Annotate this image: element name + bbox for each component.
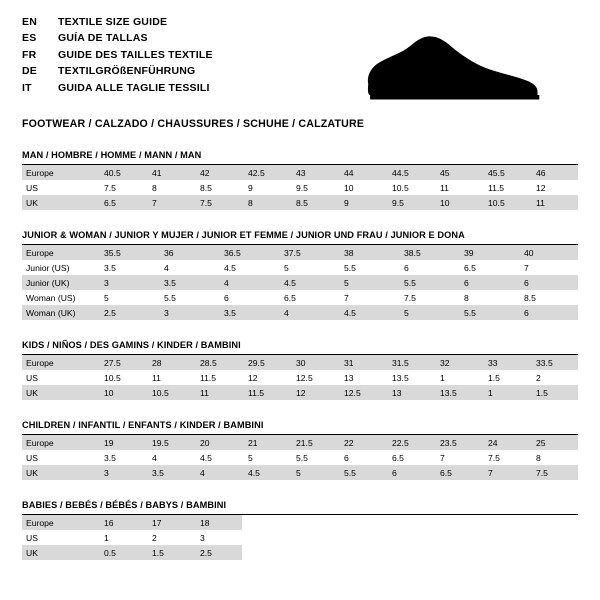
cell: 11 xyxy=(194,385,242,400)
cell xyxy=(434,515,482,530)
cell: 3.5 xyxy=(158,275,218,290)
cell: 3.5 xyxy=(98,260,158,275)
cell: 13.5 xyxy=(434,385,482,400)
cell: 5.5 xyxy=(290,450,338,465)
row-label: Europe xyxy=(22,245,98,260)
cell: 5 xyxy=(338,275,398,290)
table-row xyxy=(22,180,578,195)
cell: 13.5 xyxy=(386,370,434,385)
cell: 45.5 xyxy=(482,165,530,180)
cell: 7.5 xyxy=(482,450,530,465)
cell xyxy=(290,530,338,545)
cell: 6.5 xyxy=(386,450,434,465)
table-row xyxy=(22,435,578,450)
cell: 1.5 xyxy=(530,385,578,400)
cell: 41 xyxy=(146,165,194,180)
cell: 21 xyxy=(242,435,290,450)
cell: 4.5 xyxy=(278,275,338,290)
cell: 7 xyxy=(482,465,530,480)
cell: 10.5 xyxy=(482,195,530,210)
table-row xyxy=(22,290,578,305)
cell: 3 xyxy=(98,275,158,290)
row-label: Junior (UK) xyxy=(22,275,98,290)
language-row xyxy=(22,14,213,30)
language-code: EN xyxy=(22,16,37,28)
cell: 11.5 xyxy=(194,370,242,385)
cell: 6 xyxy=(518,305,578,320)
cell: 8 xyxy=(146,180,194,195)
size-group-junior-woman xyxy=(22,230,578,320)
cell: 3.5 xyxy=(98,450,146,465)
table-row xyxy=(22,530,578,545)
row-label: UK xyxy=(22,195,98,210)
cell: 9 xyxy=(242,180,290,195)
cell: 8.5 xyxy=(290,195,338,210)
cell: 4 xyxy=(194,465,242,480)
cell: 7.5 xyxy=(530,465,578,480)
cell: 1.5 xyxy=(482,370,530,385)
language-row xyxy=(22,30,213,46)
language-title: GUÍA DE TALLAS xyxy=(58,32,148,45)
language-title-list xyxy=(22,14,213,96)
cell xyxy=(290,545,338,560)
cell: 12 xyxy=(290,385,338,400)
language-row xyxy=(22,63,213,79)
table-row xyxy=(22,465,578,480)
cell: 8.5 xyxy=(518,290,578,305)
row-label: Europe xyxy=(22,355,98,370)
cell: 5.5 xyxy=(338,465,386,480)
cell: 23.5 xyxy=(434,435,482,450)
table-row xyxy=(22,355,578,370)
cell xyxy=(338,545,386,560)
cell: 9.5 xyxy=(290,180,338,195)
cell: 3 xyxy=(158,305,218,320)
language-code: FR xyxy=(22,48,37,61)
cell: 30 xyxy=(290,355,338,370)
table-row xyxy=(22,545,578,560)
cell: 6.5 xyxy=(458,260,518,275)
cell: 10.5 xyxy=(386,180,434,195)
cell: 5 xyxy=(98,290,158,305)
cell: 42.5 xyxy=(242,165,290,180)
cell xyxy=(434,545,482,560)
size-group-babies xyxy=(22,500,578,560)
cell: 21.5 xyxy=(290,435,338,450)
cell: 12.5 xyxy=(338,385,386,400)
language-title: GUIDE DES TAILLES TEXTILE xyxy=(58,48,213,61)
cell: 11.5 xyxy=(242,385,290,400)
language-title: GUIDA ALLE TAGLIE TESSILI xyxy=(58,81,210,94)
language-code: ES xyxy=(22,32,37,45)
language-code: DE xyxy=(22,65,37,78)
cell: 10 xyxy=(338,180,386,195)
cell: 44.5 xyxy=(386,165,434,180)
size-table xyxy=(22,515,578,560)
cell: 4 xyxy=(146,450,194,465)
language-row xyxy=(22,47,213,63)
cell xyxy=(386,515,434,530)
cell: 13 xyxy=(386,385,434,400)
cell xyxy=(530,515,578,530)
cell xyxy=(530,545,578,560)
cell: 22 xyxy=(338,435,386,450)
dress-shoe-icon xyxy=(357,14,578,104)
cell: 6.5 xyxy=(434,465,482,480)
cell: 5.5 xyxy=(398,275,458,290)
cell: 10 xyxy=(434,195,482,210)
cell: 4.5 xyxy=(242,465,290,480)
cell: 6 xyxy=(398,260,458,275)
cell: 18 xyxy=(194,515,242,530)
cell: 3 xyxy=(194,530,242,545)
cell: 2.5 xyxy=(194,545,242,560)
cell: 5 xyxy=(278,260,338,275)
cell xyxy=(530,530,578,545)
cell: 20 xyxy=(194,435,242,450)
language-code: IT xyxy=(22,81,32,94)
cell: 10.5 xyxy=(98,370,146,385)
cell: 22.5 xyxy=(386,435,434,450)
cell xyxy=(242,530,290,545)
cell: 38 xyxy=(338,245,398,260)
cell: 3.5 xyxy=(218,305,278,320)
cell: 39 xyxy=(458,245,518,260)
cell: 7.5 xyxy=(98,180,146,195)
document-header xyxy=(22,14,578,104)
cell: 40.5 xyxy=(98,165,146,180)
cell: 13 xyxy=(338,370,386,385)
cell: 28 xyxy=(146,355,194,370)
cell: 2.5 xyxy=(98,305,158,320)
row-label: Europe xyxy=(22,435,98,450)
table-row xyxy=(22,305,578,320)
cell: 33 xyxy=(482,355,530,370)
cell: 28.5 xyxy=(194,355,242,370)
cell: 1.5 xyxy=(146,545,194,560)
cell: 11.5 xyxy=(482,180,530,195)
footwear-category-title: FOOTWEAR / CALZADO / CHAUSSURES / SCHUHE / CALZATURE xyxy=(22,118,365,130)
cell: 19 xyxy=(98,435,146,450)
cell: 4 xyxy=(158,260,218,275)
size-table xyxy=(22,355,578,400)
cell: 16 xyxy=(98,515,146,530)
cell: 4.5 xyxy=(194,450,242,465)
cell: 46 xyxy=(530,165,578,180)
cell: 10 xyxy=(98,385,146,400)
cell: 8 xyxy=(530,450,578,465)
size-table xyxy=(22,435,578,480)
cell: 5 xyxy=(398,305,458,320)
table-row xyxy=(22,195,578,210)
cell xyxy=(434,530,482,545)
cell: 3.5 xyxy=(146,465,194,480)
cell: 12 xyxy=(242,370,290,385)
cell: 5.5 xyxy=(338,260,398,275)
size-table xyxy=(22,245,578,320)
cell: 6 xyxy=(458,275,518,290)
cell: 11 xyxy=(434,180,482,195)
cell: 6 xyxy=(218,290,278,305)
cell: 10.5 xyxy=(146,385,194,400)
table-row xyxy=(22,450,578,465)
size-table xyxy=(22,165,578,210)
cell xyxy=(242,515,290,530)
cell: 8 xyxy=(458,290,518,305)
cell xyxy=(386,545,434,560)
cell: 0.5 xyxy=(98,545,146,560)
cell xyxy=(482,545,530,560)
cell: 6 xyxy=(338,450,386,465)
cell: 42 xyxy=(194,165,242,180)
cell: 6 xyxy=(518,275,578,290)
cell: 1 xyxy=(434,370,482,385)
group-heading: JUNIOR & WOMAN / JUNIOR Y MUJER / JUNIOR ET FEMME / JUNIOR UND FRAU / JUNIOR E DONA xyxy=(22,230,578,245)
cell: 7 xyxy=(338,290,398,305)
language-title: TEXTILGRÖßENFÜHRUNG xyxy=(58,65,196,78)
table-row xyxy=(22,385,578,400)
cell xyxy=(482,530,530,545)
cell: 3 xyxy=(98,465,146,480)
table-row xyxy=(22,260,578,275)
cell xyxy=(482,515,530,530)
cell: 36 xyxy=(158,245,218,260)
cell: 11 xyxy=(146,370,194,385)
cell xyxy=(338,515,386,530)
cell: 27.5 xyxy=(98,355,146,370)
table-row xyxy=(22,245,578,260)
cell: 38.5 xyxy=(398,245,458,260)
table-row xyxy=(22,165,578,180)
cell: 7.5 xyxy=(398,290,458,305)
cell: 31.5 xyxy=(386,355,434,370)
cell: 29.5 xyxy=(242,355,290,370)
cell: 4 xyxy=(218,275,278,290)
cell: 8 xyxy=(242,195,290,210)
cell xyxy=(242,545,290,560)
cell: 11 xyxy=(530,195,578,210)
cell: 12 xyxy=(530,180,578,195)
group-heading: KIDS / NIÑOS / DES GAMINS / KINDER / BAMBINI xyxy=(22,340,578,355)
cell xyxy=(338,530,386,545)
row-label: Woman (US) xyxy=(22,290,98,305)
cell: 4.5 xyxy=(338,305,398,320)
cell: 33.5 xyxy=(530,355,578,370)
cell: 7 xyxy=(146,195,194,210)
row-label: UK xyxy=(22,385,98,400)
row-label: UK xyxy=(22,465,98,480)
group-heading: BABIES / BEBÉS / BÉBÉS / BABYS / BAMBINI xyxy=(22,500,578,515)
cell: 43 xyxy=(290,165,338,180)
cell: 7 xyxy=(434,450,482,465)
cell: 9.5 xyxy=(386,195,434,210)
row-label: UK xyxy=(22,545,98,560)
size-group-children xyxy=(22,420,578,480)
size-group-man xyxy=(22,150,578,210)
size-group-kids xyxy=(22,340,578,400)
cell: 24 xyxy=(482,435,530,450)
cell: 9 xyxy=(338,195,386,210)
cell: 35.5 xyxy=(98,245,158,260)
group-heading: CHILDREN / INFANTIL / ENFANTS / KINDER / BAMBINI xyxy=(22,420,578,435)
cell: 1 xyxy=(482,385,530,400)
cell: 12.5 xyxy=(290,370,338,385)
cell xyxy=(386,530,434,545)
cell: 5 xyxy=(242,450,290,465)
cell: 7 xyxy=(518,260,578,275)
cell: 32 xyxy=(434,355,482,370)
cell: 5.5 xyxy=(458,305,518,320)
language-row xyxy=(22,80,213,96)
row-label: Junior (US) xyxy=(22,260,98,275)
row-label: US xyxy=(22,450,98,465)
cell: 37.5 xyxy=(278,245,338,260)
row-label: Europe xyxy=(22,515,98,530)
row-label: US xyxy=(22,180,98,195)
row-label: Woman (UK) xyxy=(22,305,98,320)
row-label: US xyxy=(22,530,98,545)
cell: 2 xyxy=(530,370,578,385)
cell: 6 xyxy=(386,465,434,480)
row-label: Europe xyxy=(22,165,98,180)
cell xyxy=(290,515,338,530)
cell: 5 xyxy=(290,465,338,480)
cell: 7.5 xyxy=(194,195,242,210)
cell: 4.5 xyxy=(218,260,278,275)
table-row xyxy=(22,370,578,385)
cell: 2 xyxy=(146,530,194,545)
cell: 1 xyxy=(98,530,146,545)
cell: 44 xyxy=(338,165,386,180)
group-heading: MAN / HOMBRE / HOMME / MANN / MAN xyxy=(22,150,578,165)
cell: 8.5 xyxy=(194,180,242,195)
table-row xyxy=(22,275,578,290)
cell: 6.5 xyxy=(98,195,146,210)
cell: 40 xyxy=(518,245,578,260)
cell: 17 xyxy=(146,515,194,530)
cell: 4 xyxy=(278,305,338,320)
cell: 36.5 xyxy=(218,245,278,260)
cell: 25 xyxy=(530,435,578,450)
language-title: TEXTILE SIZE GUIDE xyxy=(58,16,168,28)
cell: 19.5 xyxy=(146,435,194,450)
cell: 45 xyxy=(434,165,482,180)
cell: 5.5 xyxy=(158,290,218,305)
cell: 6.5 xyxy=(278,290,338,305)
cell: 31 xyxy=(338,355,386,370)
table-row xyxy=(22,515,578,530)
row-label: US xyxy=(22,370,98,385)
